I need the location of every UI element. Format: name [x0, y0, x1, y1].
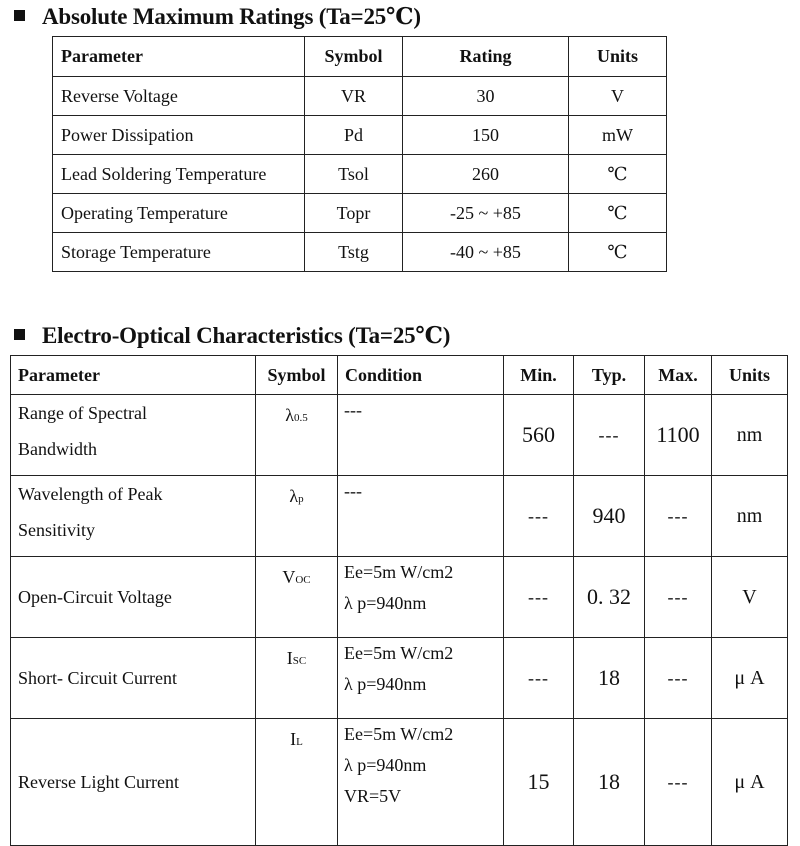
parameter-line: Range of Spectral: [18, 403, 147, 423]
units-cell: ℃: [569, 155, 667, 194]
parameter-cell: Reverse Voltage: [53, 77, 305, 116]
parameter-line: Reverse Light Current: [18, 772, 179, 792]
table-row: [11, 557, 788, 638]
abs-max-table: [52, 36, 667, 272]
square-bullet-icon: [14, 10, 25, 21]
electro-optical-table: [10, 355, 788, 846]
condition-cell: [338, 476, 504, 557]
header-symbol: Symbol: [305, 37, 403, 77]
rating-cell: 260: [403, 155, 569, 194]
min-cell: 15: [504, 719, 574, 846]
square-bullet-icon: [14, 329, 25, 340]
symbol-main: λ: [285, 405, 294, 425]
units-cell: ℃: [569, 233, 667, 272]
symbol-cell: [256, 395, 338, 476]
max-cell: ---: [645, 719, 712, 846]
parameter-line: Sensitivity: [18, 520, 96, 540]
table-row: [53, 194, 667, 233]
header-parameter: Parameter: [11, 356, 256, 395]
rating-cell: -25 ~ +85: [403, 194, 569, 233]
condition-cell: [338, 719, 504, 846]
parameter-line: Wavelength of Peak: [18, 484, 163, 504]
parameter-line: Open-Circuit Voltage: [18, 587, 172, 607]
condition-cell: [338, 638, 504, 719]
typ-cell: ---: [574, 395, 645, 476]
parameter-cell: [11, 638, 256, 719]
symbol-main: λ: [289, 486, 299, 506]
abs-max-title: [14, 3, 421, 30]
parameter-cell: [11, 557, 256, 638]
abs-max-title-text: Absolute Maximum Ratings (Ta=25℃): [42, 4, 421, 29]
parameter-line: Short- Circuit Current: [18, 668, 177, 688]
table-row: [11, 395, 788, 476]
header-rating: Rating: [403, 37, 569, 77]
symbol-sub: OC: [295, 574, 311, 586]
parameter-cell: [11, 395, 256, 476]
min-cell: ---: [504, 557, 574, 638]
min-cell: ---: [504, 638, 574, 719]
parameter-cell: Power Dissipation: [53, 116, 305, 155]
condition-line: λ p=940nm: [344, 755, 427, 775]
typ-cell: 18: [574, 719, 645, 846]
parameter-cell: Lead Soldering Temperature: [53, 155, 305, 194]
condition-cell: [338, 395, 504, 476]
symbol-cell: Tsol: [305, 155, 403, 194]
condition-line: Ee=5m W/cm2: [344, 724, 454, 744]
header-parameter: Parameter: [53, 37, 305, 77]
units-cell: μ A: [712, 638, 788, 719]
table-row: [53, 116, 667, 155]
max-cell: ---: [645, 557, 712, 638]
typ-cell: 18: [574, 638, 645, 719]
rating-cell: 150: [403, 116, 569, 155]
symbol-cell: [256, 557, 338, 638]
electro-optical-header-row: [11, 356, 788, 395]
symbol-sub: p: [298, 493, 304, 505]
symbol-cell: [256, 719, 338, 846]
units-cell: nm: [712, 476, 788, 557]
table-row: [11, 476, 788, 557]
parameter-cell: Operating Temperature: [53, 194, 305, 233]
condition-line: ---: [344, 400, 362, 420]
symbol-cell: [256, 638, 338, 719]
condition-cell: [338, 557, 504, 638]
symbol-main: I: [290, 729, 297, 749]
rating-cell: 30: [403, 77, 569, 116]
max-cell: ---: [645, 476, 712, 557]
parameter-cell: Storage Temperature: [53, 233, 305, 272]
units-cell: mW: [569, 116, 667, 155]
parameter-line: Bandwidth: [18, 439, 97, 459]
header-min: Min.: [504, 356, 574, 395]
header-condition: Condition: [338, 356, 504, 395]
table-row: [53, 233, 667, 272]
units-cell: V: [569, 77, 667, 116]
symbol-cell: Pd: [305, 116, 403, 155]
typ-cell: 940: [574, 476, 645, 557]
typ-cell: 0. 32: [574, 557, 645, 638]
symbol-main: I: [286, 648, 293, 668]
table-row: [53, 77, 667, 116]
electro-optical-title-text: Electro-Optical Characteristics (Ta=25℃): [42, 323, 451, 348]
max-cell: 1100: [645, 395, 712, 476]
header-max: Max.: [645, 356, 712, 395]
condition-line: Ee=5m W/cm2: [344, 562, 454, 582]
table-row: [11, 719, 788, 846]
symbol-main: V: [282, 567, 296, 587]
units-cell: nm: [712, 395, 788, 476]
symbol-sub: 0.5: [293, 412, 308, 424]
units-cell: V: [712, 557, 788, 638]
symbol-sub: SC: [292, 655, 307, 667]
condition-line: λ p=940nm: [344, 674, 427, 694]
units-cell: μ A: [712, 719, 788, 846]
symbol-cell: [256, 476, 338, 557]
symbol-sub: L: [296, 736, 303, 748]
header-units: Units: [569, 37, 667, 77]
units-cell: ℃: [569, 194, 667, 233]
table-row: [11, 638, 788, 719]
parameter-cell: [11, 476, 256, 557]
symbol-cell: Topr: [305, 194, 403, 233]
condition-line: VR=5V: [344, 786, 402, 806]
parameter-cell: [11, 719, 256, 846]
rating-cell: -40 ~ +85: [403, 233, 569, 272]
header-symbol: Symbol: [256, 356, 338, 395]
symbol-cell: Tstg: [305, 233, 403, 272]
condition-line: Ee=5m W/cm2: [344, 643, 454, 663]
electro-optical-title: [14, 322, 450, 349]
condition-line: λ p=940nm: [344, 593, 427, 613]
min-cell: 560: [504, 395, 574, 476]
header-typ: Typ.: [574, 356, 645, 395]
symbol-cell: VR: [305, 77, 403, 116]
header-units: Units: [712, 356, 788, 395]
min-cell: ---: [504, 476, 574, 557]
condition-line: ---: [344, 481, 362, 501]
abs-max-header-row: [53, 37, 667, 77]
max-cell: ---: [645, 638, 712, 719]
table-row: [53, 155, 667, 194]
